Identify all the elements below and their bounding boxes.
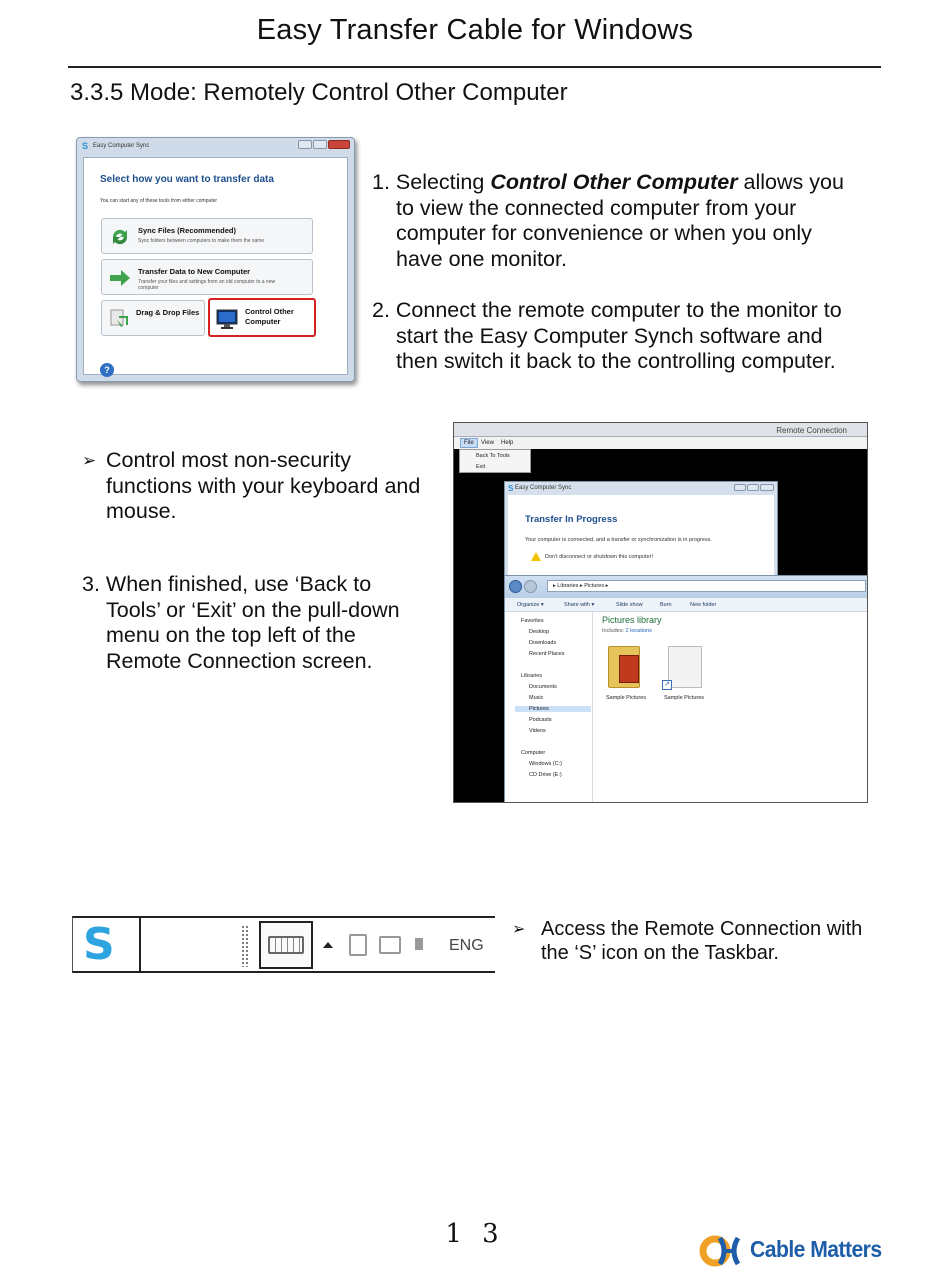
back-button[interactable] [509,580,522,593]
access-line: the ‘S’ icon on the Taskbar. [541,942,779,964]
bullet-line: mouse. [106,499,177,524]
option-drag-drop[interactable] [101,300,205,336]
section-heading: 3.3.5 Mode: Remotely Control Other Computer [70,79,568,106]
bullet-arrow-icon: ➢ [512,921,526,938]
sidebar-item-cd-drive[interactable]: CD Drive (E:) [529,772,562,778]
bullet-line: functions with your keyboard and [106,473,421,498]
sidebar-item-libraries[interactable]: Libraries [521,673,543,679]
step-1-line: have one monitor. [396,246,567,271]
address-bar[interactable]: ▸ Libraries ▸ Pictures ▸ [547,580,866,592]
explorer-content [594,612,868,803]
progress-body [508,495,774,585]
control-bullet [82,448,452,525]
window-controls [734,484,774,491]
step-1-rest: allows you [737,170,844,194]
drag-drop-icon [109,308,131,330]
step-3-line: 3. When finished, use ‘Back to [82,572,372,596]
option-control-other-computer[interactable] [208,298,316,337]
cmd-organize[interactable]: Organize ▾ [517,602,544,608]
page-number: 1 3 [445,1219,505,1249]
explorer-window [504,575,868,803]
bullet-arrow-icon: ➢ [82,451,97,470]
transfer-progress-window [504,481,778,589]
step-3-line: Remote Connection screen. [106,648,373,673]
sidebar-item-documents[interactable]: Documents [529,684,557,690]
dialog-subtitle: You can start any of these tools from either computer [100,198,218,204]
explorer-command-bar [505,598,868,612]
explorer-sidebar [505,612,593,803]
progress-status: Your computer is connected, and a transfer or synchronization is in progress. [525,537,712,543]
remote-menubar [454,437,867,449]
monitor-icon [216,308,238,330]
access-line: Access the Remote Connection with [541,918,863,940]
step-2-line: 2. Connect the remote computer to the monitor to [372,298,842,322]
progress-heading: Transfer In Progress [525,514,618,525]
maximize-button[interactable] [747,484,759,491]
taskbar-separator [139,918,141,971]
menu-help[interactable]: Help [501,440,514,446]
includes-label: Includes: [602,628,625,634]
keyboard-button[interactable] [259,921,313,969]
sync-app-icon: S [82,141,89,151]
help-icon[interactable]: ? [100,363,114,377]
remote-titlebar [454,423,867,437]
sync-app-icon: S [508,484,514,493]
close-button[interactable] [760,484,774,491]
option-title: Transfer Data to New Computer [138,267,251,276]
step-3-line: menu on the top left of the [106,623,356,648]
sidebar-item-pictures[interactable]: Pictures [515,706,591,712]
maximize-button[interactable] [313,140,327,149]
cmd-slide-show[interactable]: Slide show [616,602,643,608]
title-rule [68,66,881,68]
option-title: Sync Files (Recommended) [138,226,236,235]
sidebar-item-desktop[interactable]: Desktop [529,629,550,635]
step-1-emphasis: Control Other Computer [490,170,738,194]
minimize-button[interactable] [734,484,746,491]
right-arrow-icon [109,267,131,289]
step-2-text [372,298,892,375]
item-label: Sample Pictures [606,695,647,701]
photo-thumbnail [619,655,639,683]
cmd-new-folder[interactable]: New folder [690,602,717,608]
remote-window-title: Remote Connection [776,426,847,435]
menu-item-exit[interactable]: Exit [476,464,486,470]
menu-view[interactable]: View [481,440,494,446]
remote-connection-screenshot [453,422,868,803]
sidebar-item-windows-c[interactable]: Windows (C:) [529,761,563,767]
toolbar-grip[interactable] [241,925,249,967]
show-hidden-icons-arrow[interactable] [323,942,333,948]
sidebar-item-podcasts[interactable]: Podcasts [529,717,552,723]
progress-warning: Don't disconnect or shutdown this computer! [545,554,654,560]
folder-icon[interactable] [608,646,640,688]
menu-file[interactable]: File [460,438,478,448]
option-description: Sync folders between computers to make them the same [138,238,265,244]
sidebar-item-computer[interactable]: Computer [521,750,546,756]
option-title: Drag & Drop Files [136,308,200,317]
option-title: Control Other Computer [245,307,294,326]
window-controls [298,140,350,149]
file-icon[interactable] [668,646,702,688]
step-1-line: to view the connected computer from your [396,195,797,220]
page-title: Easy Transfer Cable for Windows [256,14,694,46]
sidebar-item-favorites[interactable]: Favorites [521,618,544,624]
step-3-line: Tools’ or ‘Exit’ on the pull-down [106,597,400,622]
access-bullet [512,917,892,965]
keyboard-icon [268,936,304,954]
s-taskbar-icon[interactable]: S [83,919,115,970]
dialog-titlebar [77,138,354,156]
language-indicator[interactable]: ENG [449,937,484,954]
warning-icon [531,552,541,561]
volume-icon[interactable] [415,938,423,950]
library-title: Pictures library [602,615,662,625]
sync-window-title: Easy Computer Sync [515,485,572,491]
dialog-heading: Select how you want to transfer data [100,174,274,185]
step-2-line: start the Easy Computer Synch software and [396,323,823,348]
library-includes [602,628,652,634]
sidebar-item-recent-places[interactable]: Recent Places [529,651,565,657]
sidebar-item-videos[interactable]: Videos [529,728,546,734]
logo-text: Cable Matters [750,1236,882,1262]
step-1-line: computer for convenience or when you only [396,221,812,246]
sync-arrows-icon [109,226,131,248]
cmd-share-with[interactable]: Share with ▾ [564,602,595,608]
sidebar-item-downloads[interactable]: Downloads [529,640,557,646]
item-label: Sample Pictures [664,695,705,701]
usb-device-icon[interactable] [349,934,367,956]
option-sync-files[interactable] [101,218,313,254]
menu-item-back-to-tools[interactable]: Back To Tools [476,453,510,459]
option-transfer-data[interactable] [101,259,313,295]
dialog-client-area [83,157,348,375]
option-description: Transfer your files and settings from an old computer to a new computer [138,279,276,291]
sidebar-item-music[interactable]: Music [529,695,544,701]
shortcut-arrow-icon: ↗ [662,680,672,690]
explorer-navbar [505,576,868,598]
select-transfer-dialog-screenshot [76,137,355,382]
cable-matters-logo-mark-icon [698,1234,748,1268]
file-dropdown-menu [459,449,531,473]
network-icon[interactable] [379,936,401,954]
dialog-window-title: Easy Computer Sync [93,143,150,149]
minimize-button[interactable] [298,140,312,149]
step-3-text [82,572,452,674]
taskbar-screenshot [72,916,495,973]
cmd-burn[interactable]: Burn [660,602,672,608]
bullet-line: Control most non-security [106,448,351,472]
close-button[interactable] [328,140,350,149]
step-1-text [372,170,892,272]
step-2-line: then switch it back to the controlling computer. [396,349,836,374]
locations-link[interactable]: 2 locations [625,628,652,634]
forward-button[interactable] [524,580,537,593]
step-1-prefix: 1. Selecting [372,170,491,194]
